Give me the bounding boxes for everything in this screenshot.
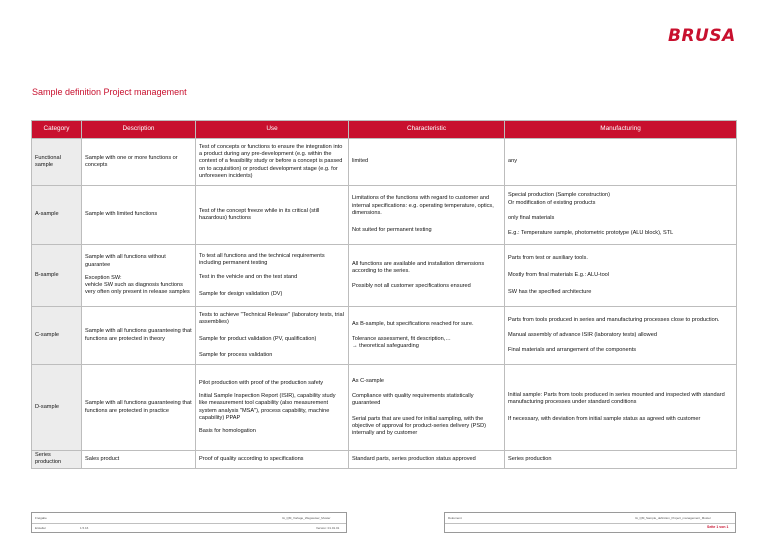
- cell-use: Pilot production with proof of the production safety Initial Sample Inspection Report (ISIR), capability study like measurement tool capability (also measurement system analysis "MSA"), process capability, machine capability) PPAP Basis for homologation: [196, 365, 349, 451]
- table-row: [32, 139, 737, 186]
- footer-label-document: Dokument: [448, 516, 462, 520]
- cell-characteristic: As C-sample Compliance with quality requirements statistically guaranteed Serial parts that are used for initial sampling, with the objective of approval for product-series delivery (PSD) internally and by customer: [349, 365, 505, 451]
- footer-doc-ref: IA_QM_Sample_definition_Project_management_Muster: [635, 516, 711, 520]
- column-header-characteristic: Characteristic: [349, 121, 505, 139]
- table-row: [32, 451, 737, 469]
- cell-description: Sample with all functions without guarantee Exception SW: vehicle SW such as diagnosis functions very often only present in release samples: [82, 245, 196, 307]
- cell-use: Test of concepts or functions to ensure the integration into a product during any pre-development (e.g. within the context of a feasibility study or before a concept is passed on to acquisition) or product development stage (e.g. for unforeseen incidents): [196, 139, 349, 186]
- cell-characteristic: Limitations of the functions with regard to customer and internal specifications: e.g. operating temperature, optics, dimensions. Not suited for permanent testing: [349, 186, 505, 245]
- cell-use: Tests to achieve "Technical Release" (laboratory tests, trial assemblies) Sample for product validation (PV, qualification) Sample for process validation: [196, 307, 349, 365]
- column-header-description: Description: [82, 121, 196, 139]
- footer-divider: [32, 523, 346, 524]
- cell-manufacturing: any: [505, 139, 737, 186]
- footer-date: 1.5.16: [80, 526, 89, 530]
- footer-page-number: Seite 1 von 1: [707, 525, 729, 529]
- cell-category: C-sample: [32, 307, 82, 365]
- column-header-manufacturing: Manufacturing: [505, 121, 737, 139]
- cell-category: B-sample: [32, 245, 82, 307]
- cell-manufacturing: Initial sample: Parts from tools produced in series mounted and inspected with standard manufacturing processes under standard conditions If necessary, with deviation from initial sample status as agreed with customer: [505, 365, 737, 451]
- column-header-category: Category: [32, 121, 82, 139]
- footer-right-box: [444, 512, 736, 533]
- cell-manufacturing: Parts from test or auxiliary tools. Mostly from final materials E.g.: ALU-tool SW has the specified architecture: [505, 245, 737, 307]
- cell-manufacturing: Parts from tools produced in series and manufacturing processes close to production. Manual assembly of advance ISIR (laboratory tests) allowed Final materials and arrangement of the components: [505, 307, 737, 365]
- column-header-use: Use: [196, 121, 349, 139]
- cell-description: Sample with limited functions: [82, 186, 196, 245]
- footer-divider: [445, 523, 735, 524]
- cell-use: Test of the concept freeze while in its critical (still hazardous) functions: [196, 186, 349, 245]
- table-row: [32, 365, 737, 451]
- cell-use: To test all functions and the technical requirements including permanent testing Test in the vehicle and on the test stand Sample for design validation (DV): [196, 245, 349, 307]
- footer-label-author: Ersteller: [35, 526, 47, 530]
- cell-characteristic: Standard parts, series production status approved: [349, 451, 505, 469]
- table-row: [32, 245, 737, 307]
- cell-manufacturing: Special production (Sample construction) Or modification of existing products only final materials E.g.: Temperature sample, photometric prototype (ALU block), STL: [505, 186, 737, 245]
- cell-category: D-sample: [32, 365, 82, 451]
- cell-characteristic: limited: [349, 139, 505, 186]
- table-row: [32, 186, 737, 245]
- cell-description: Sample with all functions guaranteeing that functions are protected in practice: [82, 365, 196, 451]
- footer-version: Version: 01.01.01: [316, 526, 340, 530]
- cell-characteristic: All functions are available and installation dimensions according to the series. Possibly not all customer specifications ensured: [349, 245, 505, 307]
- cell-category: Functional sample: [32, 139, 82, 186]
- cell-category: Series production: [32, 451, 82, 469]
- cell-manufacturing: Series production: [505, 451, 737, 469]
- cell-category: A-sample: [32, 186, 82, 245]
- cell-description: Sample with one or more functions or concepts: [82, 139, 196, 186]
- footer-left-box: [31, 512, 347, 533]
- cell-description: Sample with all functions guaranteeing that functions are protected in theory: [82, 307, 196, 365]
- document-title: Sample definition Project management: [32, 87, 187, 97]
- cell-characteristic: As B-sample, but specifications reached for sure. Tolerance assessment, fit description,… → theoretical safeguarding: [349, 307, 505, 365]
- cell-description: Sales product: [82, 451, 196, 469]
- footer-label-release: Freigabe: [35, 516, 47, 520]
- brusa-logo: BRUSA: [668, 26, 736, 46]
- cell-use: Proof of quality according to specifications: [196, 451, 349, 469]
- sample-definition-table: [31, 120, 737, 469]
- footer-doc-ref: IA_QM_Vorlage_Wegweiser_Muster: [282, 516, 331, 520]
- table-row: [32, 307, 737, 365]
- table-header-row: [32, 121, 737, 139]
